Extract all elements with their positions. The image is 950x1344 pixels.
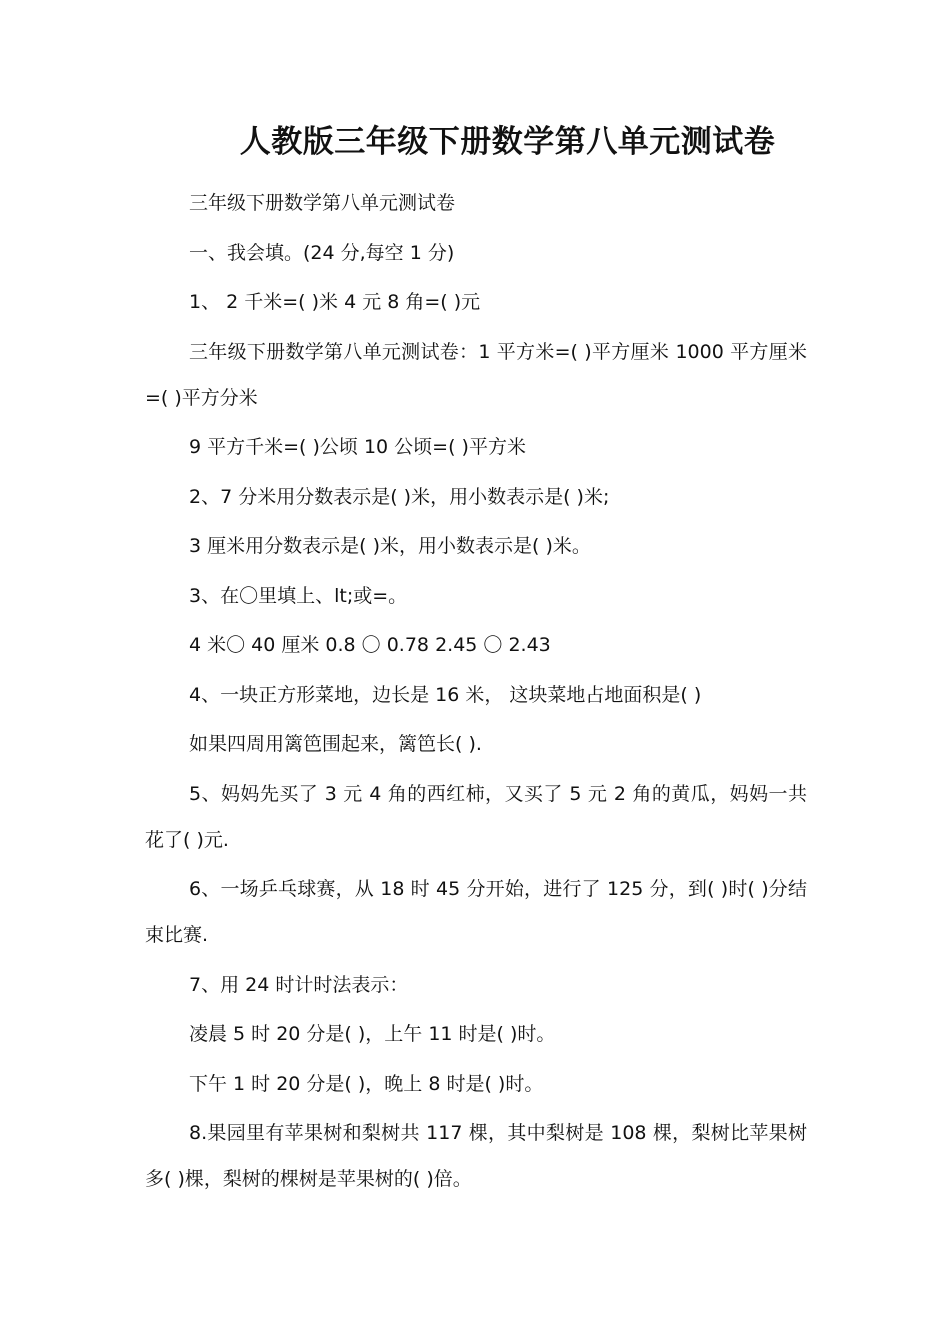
paragraph-subtitle: 三年级下册数学第八单元测试卷 bbox=[189, 192, 456, 214]
paragraph-question-5: 5、妈妈先买了 3 元 4 角的西红柿，又买了 5 元 2 角的黄瓜，妈妈一共花了( )元. bbox=[145, 782, 807, 851]
paragraph-question-7: 7、用 24 时计时法表示： bbox=[189, 973, 409, 996]
paragraph-question-1: 1、 2 千米=( )米 4 元 8 角=( )元 bbox=[189, 291, 481, 313]
paragraph-question-2: 2、7 分米用分数表示是( )米，用小数表示是( )米; bbox=[189, 485, 610, 508]
paragraph-question-8: 8.果园里有苹果树和梨树共 117 棵，其中梨树是 108 棵，梨树比苹果树多( )棵，梨树的棵树是苹果树的( )倍。 bbox=[145, 1122, 807, 1190]
paragraph-question-3-items: 4 米〇 40 厘米 0.8 〇 0.78 2.45 〇 2.43 bbox=[189, 634, 551, 656]
paragraph-question-6: 6、一场乒乓球赛，从 18 时 45 分开始，进行了 125 分，到( )时( )分结束比赛. bbox=[145, 878, 807, 946]
paragraph-question-4: 4、一块正方形菜地，边长是 16 米， 这块菜地占地面积是( ) bbox=[189, 683, 702, 706]
paragraph-question-1-hectare: 9 平方千米=( )公顷 10 公顷=( )平方米 bbox=[189, 436, 526, 458]
paragraph-question-2-cont: 3 厘米用分数表示是( )米，用小数表示是( )米。 bbox=[189, 535, 591, 557]
paragraph-question-1-area: 三年级下册数学第八单元测试卷：1 平方米=( )平方厘米 1000 平方厘米=( )平方分米 bbox=[145, 340, 807, 409]
paragraph-question-4-cont: 如果四周用篱笆围起来，篱笆长( ). bbox=[189, 733, 482, 755]
paragraph-section-one-heading: 一、我会填。(24 分,每空 1 分) bbox=[189, 241, 455, 264]
document-title: 人教版三年级下册数学第八单元测试卷 bbox=[239, 124, 776, 160]
paragraph-question-7-morning: 凌晨 5 时 20 分是( )，上午 11 时是( )时。 bbox=[189, 1023, 556, 1045]
paragraph-question-3: 3、在〇里填上、lt;或=。 bbox=[189, 584, 408, 607]
paragraph-question-7-evening: 下午 1 时 20 分是( )，晚上 8 时是( )时。 bbox=[189, 1072, 544, 1095]
document-body bbox=[145, 180, 807, 1206]
